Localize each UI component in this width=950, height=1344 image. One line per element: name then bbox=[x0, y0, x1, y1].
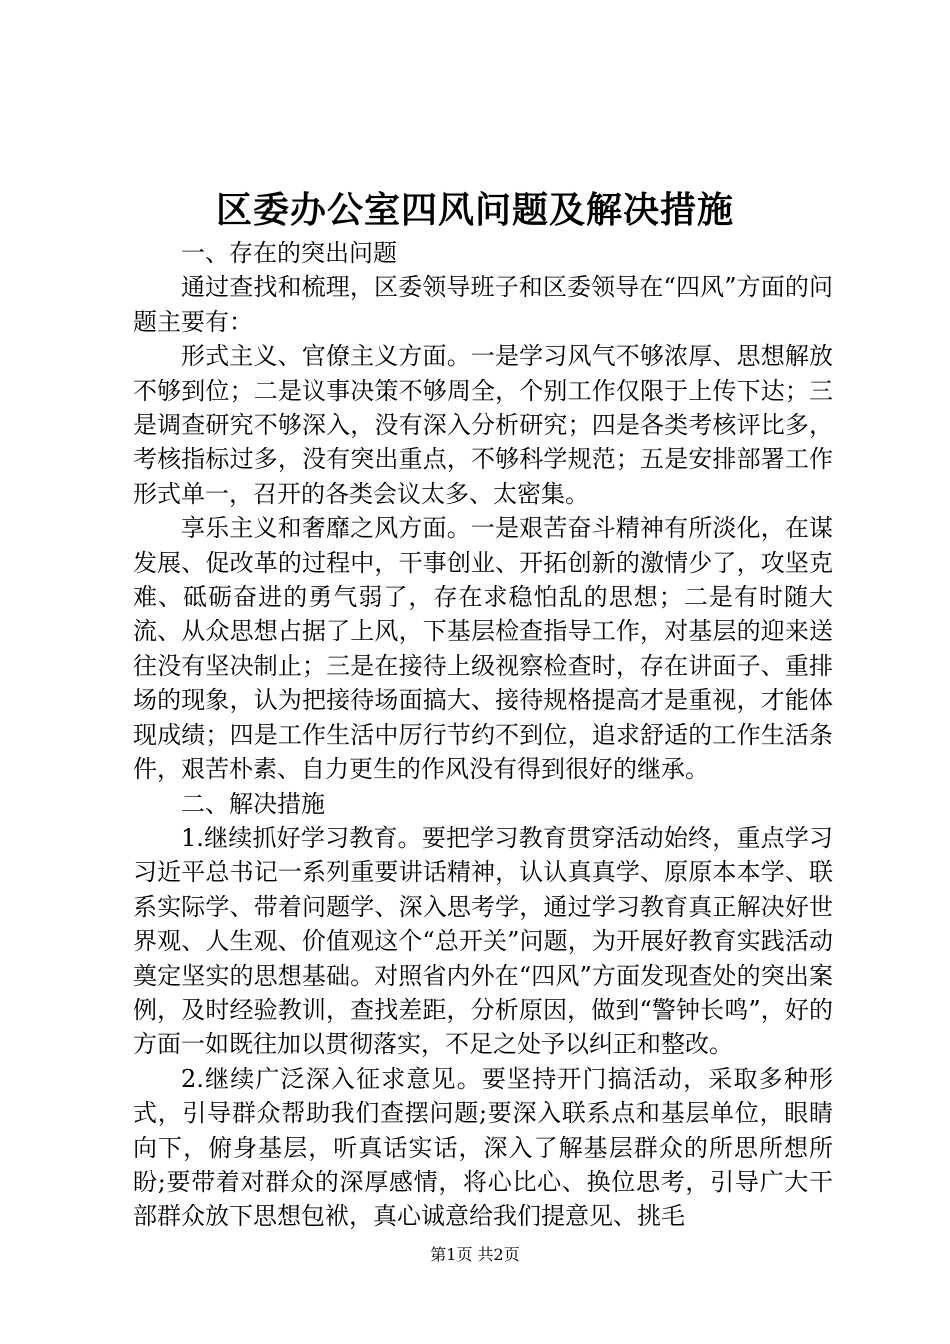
document-title: 区委办公室四风问题及解决措施 bbox=[215, 189, 734, 231]
body-paragraph: 通过查找和梳理，区委领导班子和区委领导在“四风”方面的问题主要有： bbox=[133, 273, 833, 336]
body-paragraph: 形式主义、官僚主义方面。一是学习风气不够浓厚、思想解放不够到位；二是议事决策不够周全，个别工作仅限于上传下达；三是调查研究不够深入，没有深入分析研究；四是各类考核评比多，考核指标过多，没有突出重点，不够科学规范；五是安排部署工作形式单一，召开的各类会议太多、太密集。 bbox=[133, 342, 833, 508]
section-heading-problems: 一、存在的突出问题 bbox=[181, 239, 397, 267]
section-heading-measures: 二、解决措施 bbox=[181, 789, 325, 818]
body-paragraph: 享乐主义和奢靡之风方面。一是艰苦奋斗精神有所淡化，在谋发展、促改革的过程中，干事创业、开拓创新的激情少了，攻坚克难、砥砺奋进的勇气弱了，存在求稳怕乱的思想；二是有时随大流、从众思想占据了上风，下基层检查指导工作，对基层的迎来送往没有坚决制止；三是在接待上级视察检查时，存在讲面子、重排场的现象，认为把接待场面搞大、接待规格提高才是重视，才能体现成绩；四是工作生活中厉行节约不到位，追求舒适的工作生活条件，艰苦朴素、自力更生的作风没有得到很好的继承。 bbox=[133, 514, 833, 784]
page-number-footer: 第1页 共2页 bbox=[430, 1245, 520, 1264]
body-paragraph: 1.继续抓好学习教育。要把学习教育贯穿活动始终，重点学习习近平总书记一系列重要讲话精神，认认真真学、原原本本学、联系实际学、带着问题学、深入思考学，通过学习教育真正解决好世界观、人生观、价值观这个“总开关”问题，为开展好教育实践活动奠定坚实的思想基础。对照省内外在“四风”方面发现查处的突出案例，及时经验教训，查找差距，分析原因，做到“警钟长鸣”，好的方面一如既往加以贯彻落实，不足之处予以纠正和整改。 bbox=[133, 823, 833, 1059]
document-body bbox=[133, 236, 833, 1234]
body-paragraph: 2.继续广泛深入征求意见。要坚持开门搞活动，采取多种形式，引导群众帮助我们查摆问题;要深入联系点和基层单位，眼睛向下，俯身基层，听真话实话，深入了解基层群众的所思所想所盼;要带着对群众的深厚感情，将心比心、换位思考，引导广大干部群众放下思想包袱，真心诚意给我们提意见、挑毛 bbox=[133, 1064, 833, 1231]
